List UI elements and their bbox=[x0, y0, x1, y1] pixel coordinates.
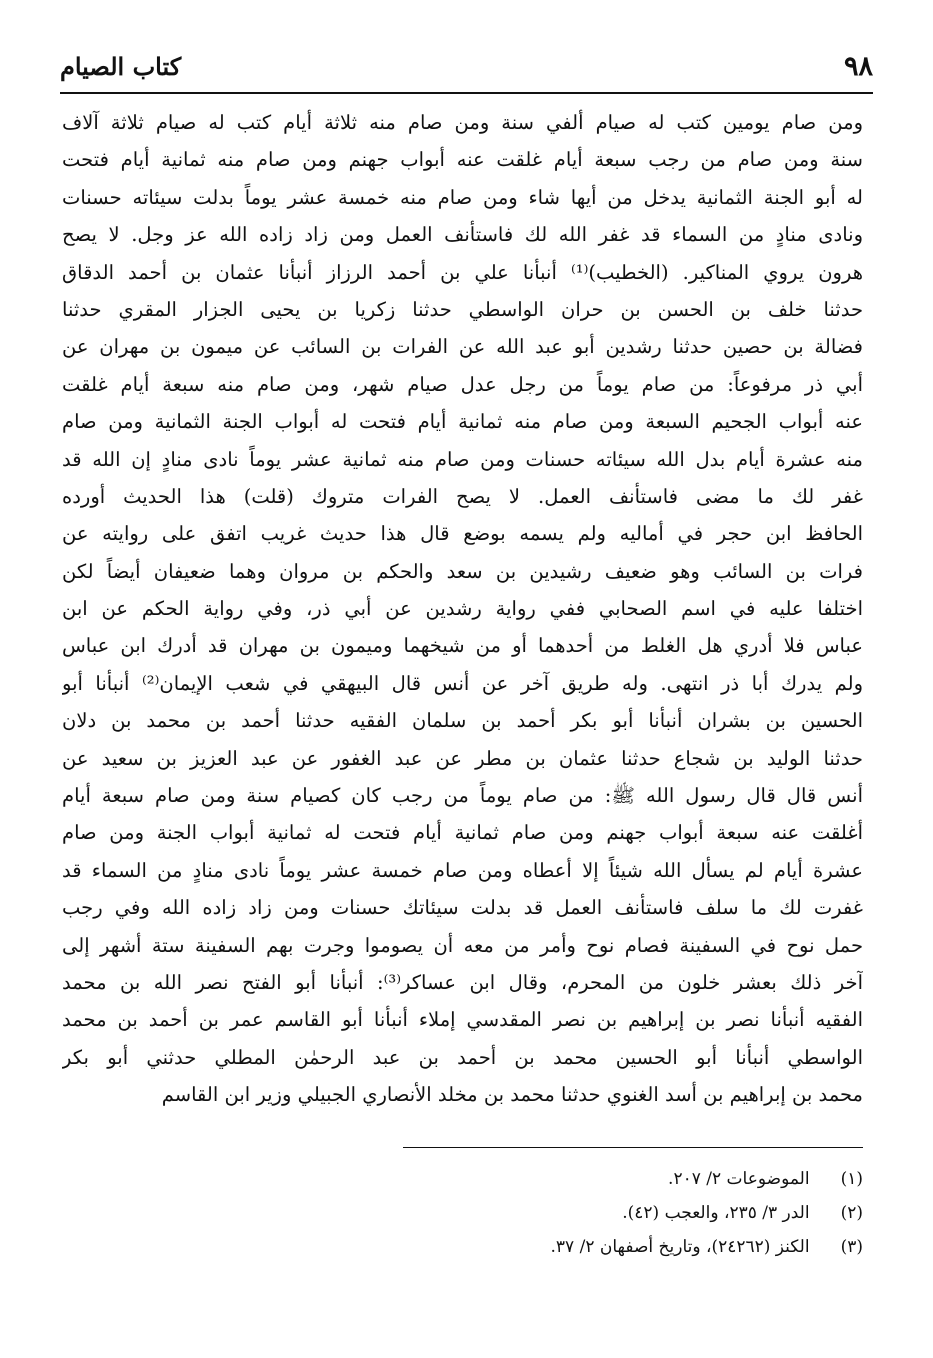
text-line: أنس قال قال رسول الله ﷺ: من صام يوماً من رجب كان كصيام سنة ومن صام سبعة أيام bbox=[62, 784, 863, 808]
footnote bbox=[163, 1196, 863, 1230]
footnote-text: الدر ٣/ ٢٣٥، والعجب (٤٢). bbox=[622, 1203, 810, 1223]
footnote-text: الكنز (٢٤٢٦٢)، وتاريخ أصفهان ٢/ ٣٧. bbox=[550, 1237, 810, 1257]
footnote-number: (٢) bbox=[840, 1203, 863, 1223]
footnote bbox=[163, 1162, 863, 1196]
text-line: سنة ومن صام من رجب سبعة أيام غلقت عنه أبواب جهنم ومن صام منه ثمانية أيام فتحت bbox=[62, 148, 863, 172]
text-line: حمل نوح في السفينة فصام نوح وأمر من معه أن يصوموا وجرت بهم السفينة ستة أشهر إلى bbox=[62, 933, 863, 957]
footnote-number: (٣) bbox=[840, 1237, 863, 1257]
page-header bbox=[60, 48, 873, 94]
text-line: غفر لك ما مضى فاستأنف العمل. لا يصح الفرات متروك (قلت) هذا الحديث أورده bbox=[62, 484, 863, 508]
text-line: حدثنا خلف بن الحسن بن حران الواسطي حدثنا زكريا بن يحيى الجزار المقري حدثنا bbox=[62, 297, 863, 321]
text-line: الفقيه أنبأنا نصر بن إبراهيم بن نصر المقدسي إملاء أنبأنا أبو القاسم عمر بن أحمد بن محمد bbox=[62, 1008, 863, 1032]
text-line: غفرت لك ما سلف فاستأنف العمل قد بدلت سيئاتك حسنات ومن زاد زاده الله وفي رجب bbox=[62, 896, 863, 920]
text-line: الواسطي أنبأنا أبو الحسين محمد بن أحمد بن عبد الرحمٰن المطلي حدثني أبو بكر bbox=[62, 1045, 863, 1069]
text-line: فضالة بن حصين حدثنا رشدين أبو عبد الله عن الفرات بن السائب عن ميمون بن مهران عن bbox=[62, 335, 863, 359]
text-line: آخر ذلك بعشر خلون من المحرم، وقال ابن عساكر⁽³⁾: أنبأنا أبو الفتح نصر الله بن محمد bbox=[62, 970, 863, 994]
footnote-text: الموضوعات ٢/ ٢٠٧. bbox=[668, 1169, 810, 1189]
text-line: ومن صام يومين كتب له صيام ألفي سنة ومن صام منه ثلاثة أيام كتب له صيام ثلاثة آلاف bbox=[62, 111, 863, 134]
text-line: عنه أبواب الجحيم السبعة ومن صام منه ثمانية أيام فتحت له أبواب الجنة الثمانية ومن صام bbox=[62, 410, 863, 434]
footnote-number: (١) bbox=[840, 1169, 863, 1189]
running-title: كتاب الصيام bbox=[60, 52, 182, 81]
text-line: عباس فلا أدري هل الغلط من أحدهما أو من شيخهما وميمون بن مهران قد أدرك ابن عباس bbox=[62, 634, 863, 658]
text-line: حدثنا الوليد بن شجاع حدثنا عثمان بن مطر عن عبد الغفور عن عبد العزيز بن سعيد عن bbox=[62, 746, 863, 770]
text-line: الحافظ ابن حجر في أماليه ولم يسمه بوضع قال هذا حديث غريب اتفق على روايته عن bbox=[62, 522, 863, 546]
text-line: منه عشرة أيام بدل الله سيئاته حسنات ومن صام منه ثمانية عشر يوماً نادى منادٍ إن الله قد bbox=[62, 447, 863, 471]
footnote bbox=[163, 1230, 863, 1264]
text-line: هرون يروي المناكير. (الخطيب)⁽¹⁾ أنبأنا علي بن أحمد الرزاز أنبأنا عثمان بن أحمد الدقاق bbox=[62, 260, 863, 284]
main-text bbox=[62, 104, 863, 1114]
page-number: ٩٨ bbox=[843, 51, 873, 82]
text-line: فرات بن السائب وهو ضعيف رشيدين بن سعد والحكم بن مروان وهما ضعيفان أيضاً لكن bbox=[62, 559, 863, 583]
text-line: أغلقت عنه سبعة أبواب جهنم ومن صام ثمانية أيام فتحت له ثمانية أبواب الجنة ومن صام bbox=[62, 821, 863, 845]
text-line: ولم يدرك أبا ذر انتهى. وله طريق آخر عن أنس قال البيهقي في شعب الإيمان⁽²⁾ أنبأنا أبو bbox=[62, 671, 863, 695]
text-line: له أبو الجنة الثمانية يدخل من أيها شاء ومن صام منه خمسة عشر يوماً بدلت سيئاته حسنات bbox=[62, 185, 863, 209]
footnotes bbox=[163, 1162, 863, 1264]
footnote-divider bbox=[403, 1147, 863, 1148]
text-line: الحسين بن بشران أنبأنا أبو بكر أحمد بن سلمان الفقيه حدثنا أحمد بن محمد بن دلان bbox=[62, 709, 863, 733]
text-line: أبي ذر مرفوعاً: من صام يوماً من رجل عدل صيام شهر، ومن صام منه سبعة أيام غلقت bbox=[62, 372, 863, 396]
text-line: عشرة أيام لم يسأل الله شيئاً إلا أعطاه ومن صام خمسة عشر يوماً نادى منادٍ من السماء قد bbox=[62, 858, 863, 882]
text-line: اختلفا عليه في اسم الصحابي ففي رواية رشدين عن أبي ذر، وفي رواية الحكم عن ابن bbox=[62, 597, 863, 621]
text-line: محمد بن إبراهيم بن أسد الغنوي حدثنا محمد بن مخلد الأنصاري الجبيلي وزير ابن القاسم bbox=[161, 1083, 863, 1107]
text-line: ونادى منادٍ من السماء قد غفر الله لك فاستأنف العمل ومن زاد زاده الله عز وجل. لا يصح bbox=[62, 223, 863, 247]
